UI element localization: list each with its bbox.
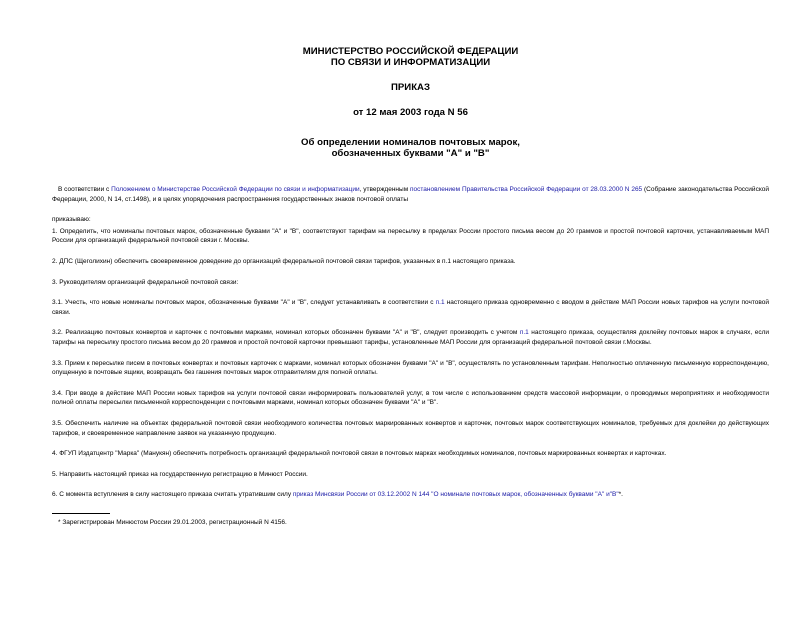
- item-3-1-link[interactable]: п.1: [435, 299, 445, 307]
- item-6-text-a: 6. С момента вступления в силу настоящего приказа считать утратившим силу: [52, 491, 293, 499]
- orders-label: приказываю:: [52, 216, 91, 224]
- title-line-1: Об определении номиналов почтовых марок,: [301, 137, 520, 148]
- item-5: 5. Направить настоящий приказ на государственную регистрацию в Минюст России.: [52, 470, 308, 478]
- title-line-2: обозначенных буквами "А" и "В": [331, 148, 490, 159]
- item-3-2: [52, 328, 769, 347]
- item-3-2-link[interactable]: п.1: [519, 329, 529, 337]
- document-title: [52, 137, 769, 159]
- item-3-3: 3.3. Прием к пересылке писем в почтовых конвертах и почтовых карточек с марками, номинал которых обозначен буквами "А" и "В", осуществлять по установленным тарифам. Неполностью оплаченную письменную корреспонденцию, опущенную в почтовые ящики, возвращать без гашения почтовых марок отправителям для полной оплаты.: [52, 359, 769, 377]
- item-6: [52, 490, 769, 500]
- regulation-link[interactable]: Положением о Министерстве Российской Федерации по связи и информатизации: [111, 186, 360, 193]
- item-6-text-b: *.: [618, 491, 623, 499]
- repealed-order-link[interactable]: приказ Минсвязи России от 03.12.2002 N 144 "О номинале почтовых марок, обозначенных буквами "А" и"В": [292, 491, 619, 499]
- ministry-line-2: ПО СВЯЗИ И ИНФОРМАТИЗАЦИИ: [330, 57, 491, 68]
- date-number: от 12 мая 2003 года N 56: [353, 107, 468, 118]
- intro-text-1: В соответствии с: [58, 186, 112, 193]
- item-2: 2. ДПС (Щеголихин) обеспечить своевременное доведение до организаций федеральной почтовой связи тарифов, указанных в п.1 настоящего приказа.: [52, 257, 516, 265]
- document-page: [0, 46, 807, 617]
- item-3-1-text-a: 3.1. Учесть, что новые номиналы почтовых марок, обозначенные буквами "А" и "В", следует устанавливать в соответствии с: [52, 299, 436, 307]
- item-3-5: 3.5. Обеспечить наличие на объектах федеральной почтовой связи необходимого количества почтовых маркированных конвертов и карточек, почтовых марок соответствующих номиналов, требуемых для доклейки до действующих тарифов, и своевременное направление заявок на указанную продукцию.: [52, 419, 769, 437]
- item-3-1-text-b: настоящего приказа одновременно с вводом в действие МАП России новых тарифов на услуги почтовой связи.: [52, 299, 769, 316]
- item-3-2-text-b: настоящего приказа, осуществляя доклейку почтовых марок в случаях, если тарифы на пересылку простого письма весом до 20 граммов и простой почтовой карточки превышают тарифы, установленные МАП России для организаций федеральной почтовой связи г.Москвы.: [52, 329, 769, 346]
- footnote-divider: [52, 513, 110, 514]
- item-3: 3. Руководителям организаций федеральной почтовой связи:: [52, 278, 239, 286]
- intro-text-2: , утвержденным: [359, 186, 411, 193]
- item-4: 4. ФГУП Издатцентр "Марка" (Манукян) обеспечить потребность организаций федеральной почтовой связи в почтовых марках необходимых номиналов, почтовых маркированных конвертах и карточках.: [52, 450, 667, 458]
- item-3-2-text-a: 3.2. Реализацию почтовых конвертов и карточек с почтовыми марками, номинал которых обозначен буквами "А" и "В", следует производить с учетом: [52, 329, 520, 337]
- item-1: 1. Определить, что номиналы почтовых марок, обозначенные буквами "А" и "В", соответствуют тарифам на пересылку в пределах России простого письма весом до 20 граммов и простой почтовой карточки, устанавливаемым МАП России для организаций федеральной почтовой связи г. Москвы.: [52, 227, 769, 245]
- item-3-1: [52, 298, 769, 317]
- item-3-4: 3.4. При вводе в действие МАП России новых тарифов на услуги почтовой связи информировать пользователей услуг, в том числе с использованием средств массовой информации, о проводимых мероприятиях и необходимости полной оплаты пересылки письменной корреспонденции с почтовыми марками, номинал которых обозначен буквами "А" и "В".: [52, 389, 769, 407]
- ministry-line-1: МИНИСТЕРСТВО РОССИЙСКОЙ ФЕДЕРАЦИИ: [302, 46, 519, 57]
- intro-paragraph: [52, 185, 769, 204]
- doc-type-heading: ПРИКАЗ: [391, 82, 430, 93]
- government-decree-link[interactable]: постановлением Правительства Российской Федерации от 28.03.2000 N 265: [410, 186, 643, 193]
- ministry-header: [52, 46, 769, 68]
- intro-text-3: (Собрание законодательства Российской Федерации, 2000, N 14, ст.1498), и в целях упорядочения распространения государственных знаков почтовой оплаты: [52, 186, 769, 203]
- footnote: * Зарегистрирован Минюстом России 29.01.2003, регистрационный N 4156.: [58, 518, 287, 526]
